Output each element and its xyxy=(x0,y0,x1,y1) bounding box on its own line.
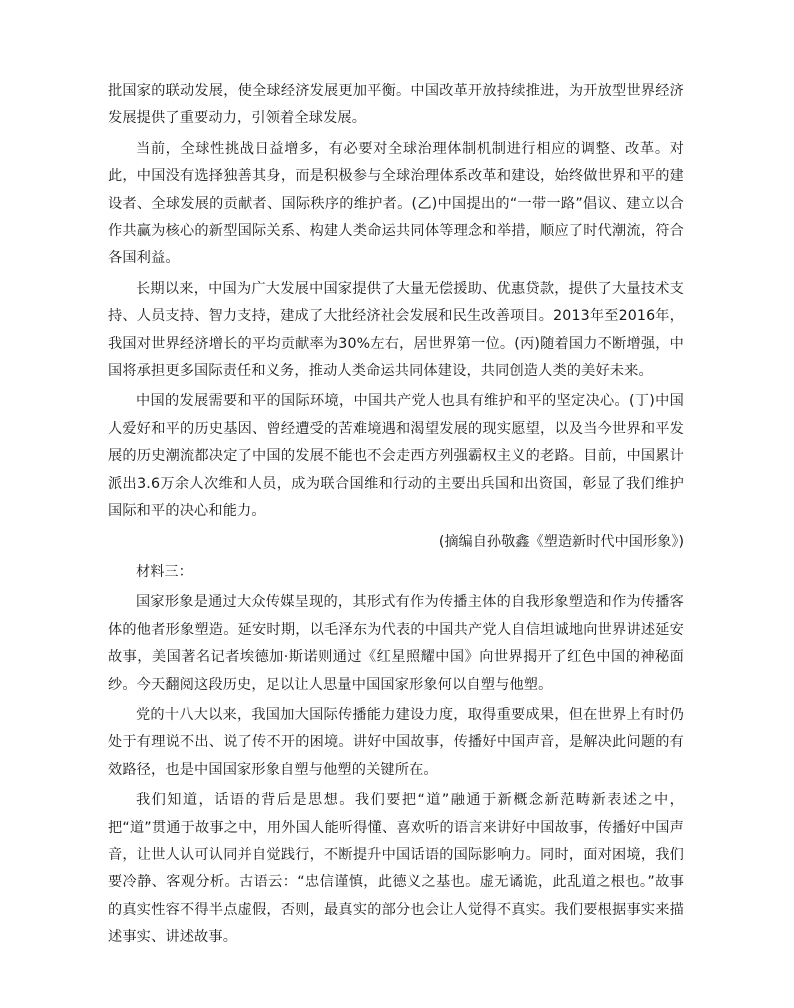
source-citation: (摘编自孙敬鑫《塑造新时代中国形象》) xyxy=(438,533,684,550)
paragraph-development-aid: 长期以来，中国为广大发展中国家提供了大量无偿援助、优惠贷款，提供了大量技术支持、人员支持、智力支持，建成了大批经济社会发展和民生改善项目。2013年至2016年，我国对世界经济增长的平均贡献率为30%左右，居世界第一位。(丙)随着国力不断增强，中国将承担更多国际责任和义务，推动人类命运共同体建设，共同创造人类的美好未来。 xyxy=(108,280,684,380)
document-page xyxy=(108,78,684,952)
paragraph-national-image: 国家形象是通过大众传媒呈现的，其形式有作为传播主体的自我形象塑造和作为传播客体的他者形象塑造。延安时期，以毛泽东为代表的中国共产党人自信坦诚地向世界讲述延安故事，美国著名记者埃德加·斯诺则通过《红星照耀中国》向世界揭开了红色中国的神秘面纱。今天翻阅这段历史，足以让人思量中国国家形象何以自塑与他塑。 xyxy=(108,594,684,693)
paragraph-peace: 中国的发展需要和平的国际环境，中国共产党人也具有维护和平的坚定决心。(丁)中国人爱好和平的历史基因、曾经遭受的苦难境遇和渴望发展的现实愿望，以及当今世界和平发展的历史潮流都决定了中国的发展不能也不会走西方列强霸权主义的老路。目前，中国累计派出3.6万余人次维和人员，成为联合国维和行动的主要出兵国和出资国，彰显了我们维护国际和平的决心和能力。 xyxy=(108,393,684,520)
paragraph-global-governance: 当前，全球性挑战日益增多，有必要对全球治理体制机制进行相应的调整、改革。对此，中国没有选择独善其身，而是积极参与全球治理体系改革和建设，始终做世界和平的建设者、全球发展的贡献者、国际秩序的维护者。(乙)中国提出的“一带一路”倡议、建立以合作共赢为核心的新型国际关系、构建人类命运共同体等理念和举措，顺应了时代潮流，符合各国利益。 xyxy=(108,140,684,267)
paragraph-discourse: 我们知道，话语的背后是思想。我们要把“道”融通于新概念新范畴新表述之中，把“道”贯通于故事之中，用外国人能听得懂、喜欢听的语言来讲好中国故事，传播好中国声音，让世人认可认同并自觉践行，不断提升中国话语的国际影响力。同时，面对困境，我们要冷静、客观分析。古语云：“忠信谨慎，此德义之基也。虚无谲诡，此乱道之根也。”故事的真实性容不得半点虚假，否则，最真实的部分也会让人觉得不真实。我们要根据事实来描述事实、讲述故事。 xyxy=(108,792,684,946)
paragraph-international-communication: 党的十八大以来，我国加大国际传播能力建设力度，取得重要成果，但在世界上有时仍处于有理说不出、说了传不开的困境。讲好中国故事，传播好中国声音，是解决此问题的有效路径，也是中国国家形象自塑与他塑的关键所在。 xyxy=(108,706,684,778)
paragraph-continuation: 批国家的联动发展，使全球经济发展更加平衡。中国改革开放持续推进，为开放型世界经济发展提供了重要动力，引领着全球发展。 xyxy=(108,83,684,127)
material-three-label: 材料三： xyxy=(136,563,193,580)
